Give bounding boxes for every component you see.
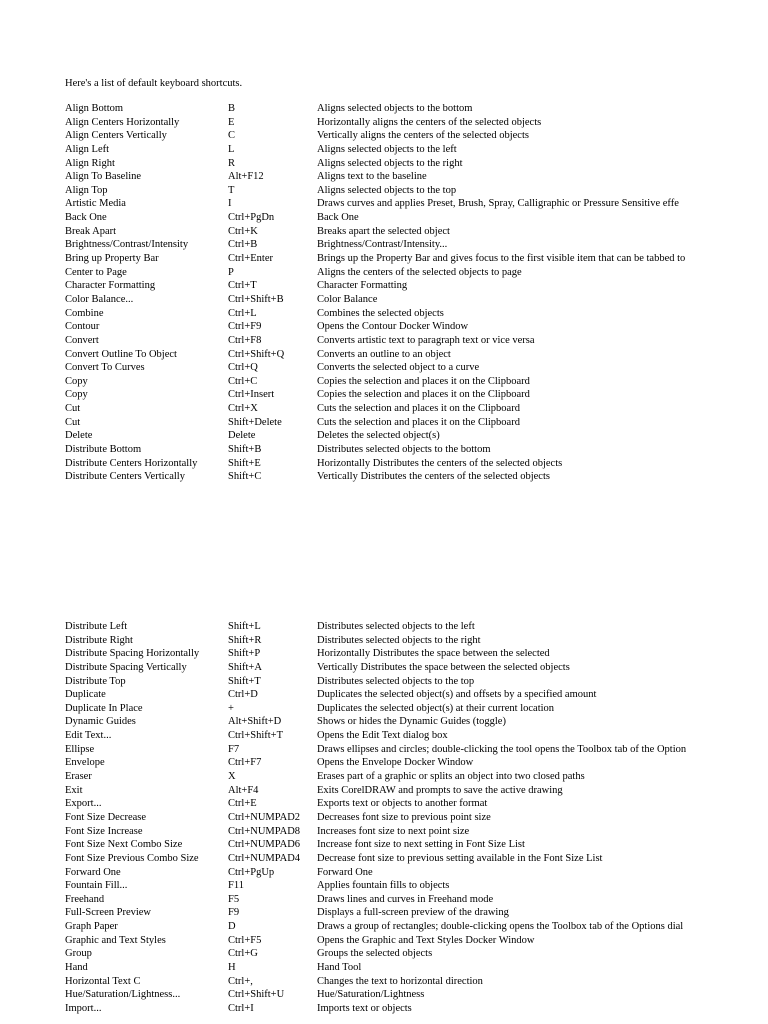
command-name: Align Centers Horizontally bbox=[65, 116, 180, 128]
shortcut-key: Ctrl+Shift+B bbox=[228, 293, 284, 305]
command-description: Aligns the centers of the selected objects to page bbox=[317, 266, 522, 278]
command-name: Distribute Top bbox=[65, 675, 126, 687]
command-description: Draws a group of rectangles; double-clicking opens the Toolbox tab of the Options dial bbox=[317, 921, 684, 933]
shortcut-key: Ctrl+Insert bbox=[228, 389, 275, 401]
command-description: Copies the selection and places it on the Clipboard bbox=[317, 389, 530, 401]
command-description: Imports text or objects bbox=[317, 1002, 412, 1014]
command-description: Opens the Contour Docker Window bbox=[317, 321, 469, 333]
shortcut-key: Alt+F4 bbox=[228, 784, 259, 796]
intro-text: Here's a list of default keyboard shortcuts. bbox=[65, 78, 243, 89]
shortcut-key: Ctrl+PgDn bbox=[228, 212, 275, 224]
shortcut-key: Shift+E bbox=[228, 457, 261, 469]
command-description: Distributes selected objects to the bottom bbox=[317, 444, 491, 456]
shortcut-key: Ctrl+Shift+T bbox=[228, 730, 284, 742]
command-name: Group bbox=[65, 948, 92, 960]
command-name: Dynamic Guides bbox=[65, 716, 136, 728]
command-name: Center to Page bbox=[65, 266, 127, 278]
command-description: Cuts the selection and places it on the Clipboard bbox=[317, 403, 520, 415]
command-description: Cuts the selection and places it on the Clipboard bbox=[317, 416, 520, 428]
command-name: Import... bbox=[65, 1002, 102, 1014]
shortcut-key: Ctrl+NUMPAD6 bbox=[228, 839, 301, 851]
shortcut-key: Alt+Shift+D bbox=[228, 716, 282, 728]
command-name: Back One bbox=[65, 212, 107, 224]
command-name: Distribute Centers Vertically bbox=[65, 471, 185, 483]
command-description: Draws ellipses and circles; double-clicking the tool opens the Toolbox tab of the Option bbox=[317, 743, 687, 755]
command-description: Breaks apart the selected object bbox=[317, 225, 450, 237]
command-name: Envelope bbox=[65, 757, 105, 769]
shortcut-key: L bbox=[228, 143, 235, 155]
command-name: Distribute Bottom bbox=[65, 444, 142, 456]
command-name: Convert To Curves bbox=[65, 362, 145, 374]
shortcut-key: Ctrl+I bbox=[228, 1002, 254, 1014]
command-description: Opens the Edit Text dialog box bbox=[317, 730, 448, 742]
command-name: Copy bbox=[65, 389, 88, 401]
shortcut-key: Ctrl+F8 bbox=[228, 334, 262, 346]
command-description: Groups the selected objects bbox=[317, 948, 433, 960]
shortcut-key: Ctrl+F9 bbox=[228, 321, 262, 333]
shortcut-key: E bbox=[228, 116, 235, 128]
command-description: Brings up the Property Bar and gives focus to the first visible item that can be tabbed to bbox=[317, 253, 686, 265]
shortcut-key: Ctrl+D bbox=[228, 689, 258, 701]
command-name: Distribute Centers Horizontally bbox=[65, 457, 198, 469]
shortcut-key: R bbox=[228, 157, 236, 169]
command-name: Eraser bbox=[65, 771, 92, 783]
command-description: Vertically aligns the centers of the selected objects bbox=[317, 130, 529, 142]
shortcut-key: Ctrl+F5 bbox=[228, 934, 262, 946]
command-description: Aligns selected objects to the top bbox=[317, 184, 457, 196]
shortcut-key: Ctrl+, bbox=[228, 975, 253, 987]
command-description: Hue/Saturation/Lightness bbox=[317, 989, 425, 1001]
command-name: Color Balance... bbox=[65, 293, 134, 305]
command-description: Exports text or objects to another format bbox=[317, 798, 488, 810]
command-name: Align Right bbox=[65, 157, 115, 169]
shortcut-key: C bbox=[228, 130, 236, 142]
command-description: Erases part of a graphic or splits an object into two closed paths bbox=[317, 771, 585, 783]
shortcut-key: Ctrl+NUMPAD2 bbox=[228, 811, 301, 823]
command-name: Distribute Right bbox=[65, 634, 133, 646]
shortcut-key: H bbox=[228, 962, 236, 974]
shortcut-key: Shift+L bbox=[228, 621, 261, 632]
shortcut-key: Ctrl+NUMPAD8 bbox=[228, 825, 301, 837]
command-name: Character Formatting bbox=[65, 280, 156, 292]
command-description: Color Balance bbox=[317, 293, 378, 305]
command-name: Export... bbox=[65, 798, 102, 810]
command-name: Hue/Saturation/Lightness... bbox=[65, 989, 181, 1001]
command-description: Back One bbox=[317, 212, 359, 224]
command-description: Forward One bbox=[317, 866, 373, 878]
command-description: Converts the selected object to a curve bbox=[317, 362, 480, 374]
command-name: Font Size Next Combo Size bbox=[65, 839, 183, 851]
command-description: Applies fountain fills to objects bbox=[317, 880, 450, 892]
command-name: Font Size Increase bbox=[65, 825, 143, 837]
command-description: Converts an outline to an object bbox=[317, 348, 451, 360]
command-name: Brightness/Contrast/Intensity bbox=[65, 239, 189, 251]
command-name: Align To Baseline bbox=[65, 171, 142, 183]
shortcut-key: F7 bbox=[228, 743, 240, 755]
command-name: Convert Outline To Object bbox=[65, 348, 177, 360]
shortcut-key: Ctrl+K bbox=[228, 225, 258, 237]
command-name: Delete bbox=[65, 430, 93, 442]
command-name: Contour bbox=[65, 321, 100, 333]
shortcut-key: Shift+B bbox=[228, 444, 262, 456]
command-name: Align Top bbox=[65, 184, 108, 196]
command-description: Horizontally Distributes the centers of the selected objects bbox=[317, 457, 563, 469]
command-name: Ellipse bbox=[65, 743, 95, 755]
command-description: Deletes the selected object(s) bbox=[317, 430, 440, 442]
shortcut-key: F5 bbox=[228, 893, 240, 905]
shortcut-key: X bbox=[228, 771, 236, 783]
shortcut-key: Ctrl+E bbox=[228, 798, 257, 810]
command-name: Align Left bbox=[65, 143, 110, 155]
shortcut-key: Alt+F12 bbox=[228, 171, 264, 183]
shortcut-key: Shift+A bbox=[228, 661, 262, 673]
command-name: Convert bbox=[65, 334, 99, 346]
command-name: Duplicate bbox=[65, 689, 106, 701]
shortcut-key: Ctrl+Shift+U bbox=[228, 989, 285, 1001]
command-description: Increases font size to next point size bbox=[317, 825, 470, 837]
shortcut-key: Shift+P bbox=[228, 648, 261, 660]
command-description: Changes the text to horizontal direction bbox=[317, 975, 483, 987]
command-description: Hand Tool bbox=[317, 962, 362, 974]
command-description: Decreases font size to previous point size bbox=[317, 811, 491, 823]
shortcut-key: Shift+T bbox=[228, 675, 261, 687]
shortcut-key: Delete bbox=[228, 430, 256, 442]
command-description: Distributes selected objects to the left bbox=[317, 621, 475, 632]
command-description: Exits CorelDRAW and prompts to save the active drawing bbox=[317, 784, 563, 796]
shortcut-key: F11 bbox=[228, 880, 244, 892]
command-description: Horizontally Distributes the space between the selected bbox=[317, 648, 550, 660]
command-name: Copy bbox=[65, 375, 88, 387]
command-name: Exit bbox=[65, 784, 83, 796]
command-description: Duplicates the selected object(s) and offsets by a specified amount bbox=[317, 689, 597, 701]
command-description: Brightness/Contrast/Intensity... bbox=[317, 239, 448, 251]
command-name: Distribute Spacing Horizontally bbox=[65, 648, 200, 660]
command-description: Vertically Distributes the space between the selected objects bbox=[317, 661, 570, 673]
shortcut-key: Ctrl+X bbox=[228, 403, 258, 415]
command-name: Artistic Media bbox=[65, 198, 126, 210]
command-description: Duplicates the selected object(s) at their current location bbox=[317, 702, 555, 714]
command-name: Combine bbox=[65, 307, 104, 319]
shortcut-key: Shift+C bbox=[228, 471, 262, 483]
command-description: Draws lines and curves in Freehand mode bbox=[317, 893, 494, 905]
shortcut-key: Ctrl+L bbox=[228, 307, 257, 319]
command-name: Graph Paper bbox=[65, 921, 118, 933]
command-description: Distributes selected objects to the right bbox=[317, 634, 481, 646]
command-name: Freehand bbox=[65, 893, 105, 905]
command-name: Horizontal Text C bbox=[65, 975, 141, 987]
shortcut-key: Ctrl+Shift+Q bbox=[228, 348, 285, 360]
shortcut-key: I bbox=[228, 198, 232, 210]
shortcut-key: Ctrl+Q bbox=[228, 362, 258, 374]
shortcut-key: Ctrl+B bbox=[228, 239, 258, 251]
command-name: Edit Text... bbox=[65, 730, 112, 742]
shortcut-key: D bbox=[228, 921, 236, 933]
command-description: Converts artistic text to paragraph text or vice versa bbox=[317, 334, 535, 346]
command-description: Opens the Graphic and Text Styles Docker Window bbox=[317, 934, 535, 946]
shortcut-key: Ctrl+Enter bbox=[228, 253, 273, 265]
command-name: Graphic and Text Styles bbox=[65, 934, 166, 946]
shortcut-key: T bbox=[228, 184, 235, 196]
shortcut-key: Ctrl+C bbox=[228, 375, 258, 387]
command-description: Distributes selected objects to the top bbox=[317, 675, 475, 687]
command-name: Fountain Fill... bbox=[65, 880, 128, 892]
shortcut-key: F9 bbox=[228, 907, 240, 919]
command-name: Break Apart bbox=[65, 225, 117, 237]
command-name: Hand bbox=[65, 962, 88, 974]
command-description: Copies the selection and places it on the Clipboard bbox=[317, 375, 530, 387]
command-description: Draws curves and applies Preset, Brush, Spray, Calligraphic or Pressure Sensitive effe bbox=[317, 198, 679, 210]
command-name: Full-Screen Preview bbox=[65, 907, 152, 919]
command-description: Combines the selected objects bbox=[317, 307, 444, 319]
command-description: Shows or hides the Dynamic Guides (toggle) bbox=[317, 716, 506, 728]
command-name: Distribute Spacing Vertically bbox=[65, 661, 187, 673]
command-description: Aligns selected objects to the right bbox=[317, 157, 463, 169]
command-description: Displays a full-screen preview of the drawing bbox=[317, 907, 509, 919]
shortcut-key: P bbox=[228, 266, 234, 278]
shortcut-key: Ctrl+F7 bbox=[228, 757, 262, 769]
command-description: Increase font size to next setting in Font Size List bbox=[317, 839, 525, 851]
command-description: Vertically Distributes the centers of the selected objects bbox=[317, 471, 550, 483]
command-description: Character Formatting bbox=[317, 280, 408, 292]
command-name: Align Bottom bbox=[65, 103, 124, 114]
command-name: Forward One bbox=[65, 866, 121, 878]
command-name: Bring up Property Bar bbox=[65, 253, 159, 265]
command-name: Align Centers Vertically bbox=[65, 130, 167, 142]
shortcut-key: Ctrl+NUMPAD4 bbox=[228, 852, 301, 864]
shortcut-key: B bbox=[228, 103, 236, 114]
command-name: Cut bbox=[65, 416, 81, 428]
shortcut-key: Shift+R bbox=[228, 634, 262, 646]
command-description: Opens the Envelope Docker Window bbox=[317, 757, 474, 769]
command-name: Duplicate In Place bbox=[65, 702, 143, 714]
command-description: Horizontally aligns the centers of the selected objects bbox=[317, 116, 542, 128]
shortcut-key: Shift+Delete bbox=[228, 416, 282, 428]
command-description: Decrease font size to previous setting available in the Font Size List bbox=[317, 852, 603, 864]
shortcut-key: + bbox=[228, 702, 234, 714]
command-name: Font Size Previous Combo Size bbox=[65, 852, 199, 864]
shortcut-key: Ctrl+PgUp bbox=[228, 866, 275, 878]
command-name: Font Size Decrease bbox=[65, 811, 147, 823]
shortcut-key: Ctrl+T bbox=[228, 280, 257, 292]
command-description: Aligns text to the baseline bbox=[317, 171, 427, 183]
command-name: Distribute Left bbox=[65, 621, 128, 632]
command-description: Aligns selected objects to the bottom bbox=[317, 103, 473, 114]
command-description: Aligns selected objects to the left bbox=[317, 143, 457, 155]
shortcut-key: Ctrl+G bbox=[228, 948, 258, 960]
command-name: Cut bbox=[65, 403, 81, 415]
